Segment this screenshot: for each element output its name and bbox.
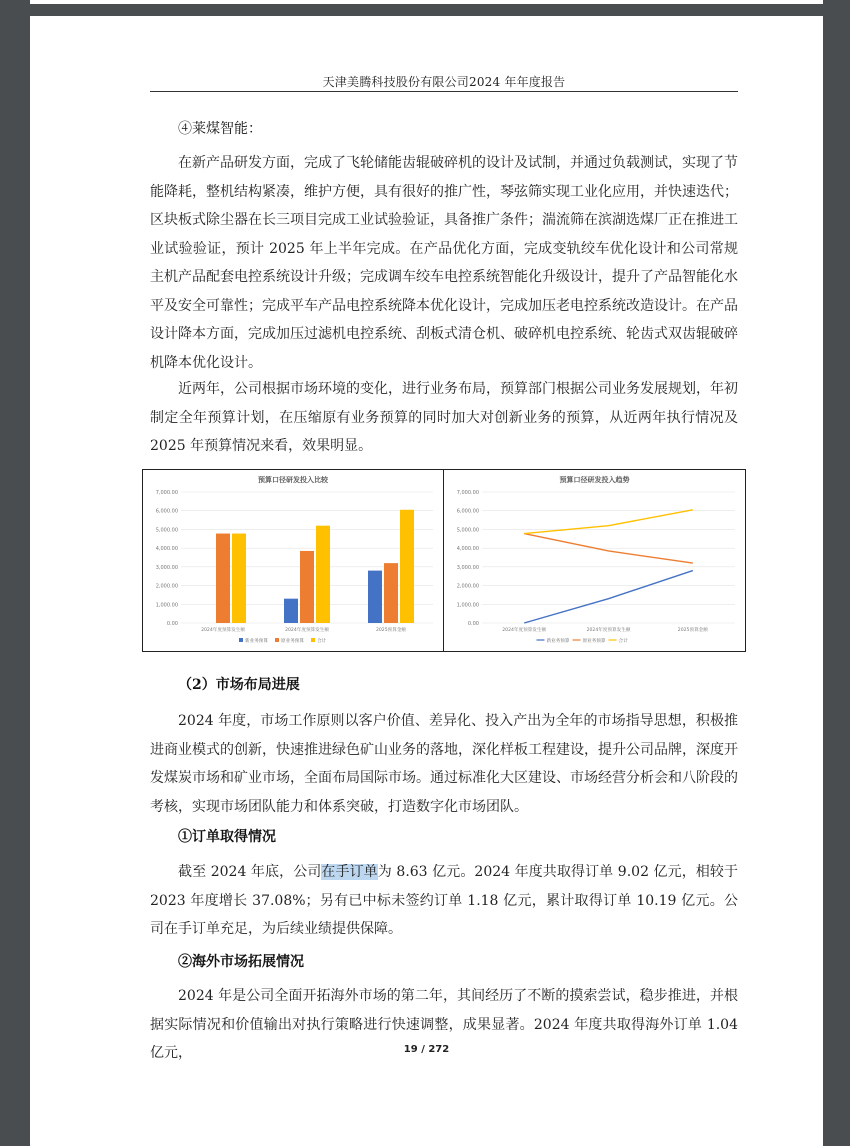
x-tick-label: 2025预算金额 xyxy=(375,628,407,633)
y-tick-label: 5,000.00 xyxy=(155,527,178,534)
legend-label: 原业务预算 xyxy=(582,639,606,644)
x-tick-label: 2024年度预算发生额 xyxy=(502,628,547,633)
leimei-paragraph-2: 近两年，公司根据市场环境的变化，进行业务布局，预算部门根据公司业务发展规划，年初制定全年预算计划，在压缩原有业务预算的同时加大对创新业务的预算，从近两年执行情况及 2025 年预算情况来看，效果明显。 xyxy=(150,381,738,454)
page-number: 19 / 272 xyxy=(403,1044,450,1055)
y-tick-label: 1,000.00 xyxy=(155,602,178,609)
legend-swatch xyxy=(311,638,315,642)
orders-text-end: 为 8.63 亿元。2024 年度共取得订单 9.02 亿元，相较于 2023 年度增长 37.08%；另有已中标未签约订单 1.18 亿元，累计取得订单 10.19 亿元。公司在手订单充足，为后续业绩提供保障。 xyxy=(150,864,739,937)
highlighted-text[interactable]: 在手订单 xyxy=(321,864,378,880)
overseas-paragraph: 2024 年是公司全面开拓海外市场的第二年，其间经历了不断的摸索尝试，稳步推进，并根据实际情况和价值输出对执行策略进行快速调整，成果显著。2024 年度共取得海外订单 1.04 亿元， xyxy=(150,988,738,1061)
chart-title: 预算口径研发投入趋势 xyxy=(559,476,630,484)
legend-swatch xyxy=(239,638,243,642)
series-line xyxy=(524,571,693,623)
bar-chart xyxy=(143,470,443,651)
bar xyxy=(400,510,414,623)
line-chart-box xyxy=(443,469,746,652)
market-heading: （2）市场布局进展 xyxy=(178,677,300,693)
x-tick-label: 2024年度预算发生额 xyxy=(586,628,631,633)
y-tick-label: 4,000.00 xyxy=(155,546,178,553)
legend-label: 新业务预算 xyxy=(546,639,570,644)
header-rule xyxy=(150,91,738,92)
x-tick-label: 2024年度预算发生额 xyxy=(285,628,329,633)
orders-text-start: 截至 2024 年底，公司 xyxy=(178,864,322,880)
x-tick-label: 2025预算金额 xyxy=(677,628,708,633)
bar xyxy=(232,534,246,623)
y-tick-label: 4,000.00 xyxy=(456,546,479,553)
legend-label: 新业务预算 xyxy=(245,639,268,644)
orders-paragraph xyxy=(150,858,738,944)
y-tick-label: 0.00 xyxy=(467,621,479,627)
bar xyxy=(316,526,330,623)
y-tick-label: 5,000.00 xyxy=(456,527,479,534)
overseas-heading: ②海外市场拓展情况 xyxy=(178,954,304,970)
previous-page-edge xyxy=(30,0,823,4)
leimei-heading: ④莱煤智能： xyxy=(178,121,262,137)
y-tick-label: 0.00 xyxy=(166,621,178,627)
y-tick-label: 3,000.00 xyxy=(456,564,479,571)
y-tick-label: 7,000.00 xyxy=(456,490,479,496)
y-tick-label: 1,000.00 xyxy=(456,602,479,609)
y-tick-label: 2,000.00 xyxy=(155,583,178,590)
y-tick-label: 3,000.00 xyxy=(155,564,178,571)
y-tick-label: 6,000.00 xyxy=(155,508,178,515)
legend-swatch xyxy=(275,638,279,642)
bar xyxy=(368,571,382,623)
bar xyxy=(284,599,298,623)
leimei-paragraph-1: 在新产品研发方面，完成了飞轮储能齿辊破碎机的设计及试制，并通过负载测试，实现了节能降耗，整机结构紧凑，维护方便，具有很好的推广性，琴弦筛实现工业化应用，并快速迭代；区块板式除尘器在长三项目完成工业试验验证，具备推广条件；湍流筛在滨湖选煤厂正在推进工业试验验证，预计 2025 年上半年完成。在产品优化方面，完成变轨绞车优化设计和公司常规主机产品配套电控系统设计升级；完成调车绞车电控系统智能化升级设计，提升了产品智能化水平及安全可靠性；完成平车产品电控系统降本优化设计，完成加压老电控系统改造设计。在产品设计降本方面，完成加压过滤机电控系统、刮板式清仓机、破碎机电控系统、轮齿式双齿辊破碎机降本优化设计。 xyxy=(150,155,738,371)
x-tick-label: 2024年度预算发生额 xyxy=(201,628,245,633)
y-tick-label: 7,000.00 xyxy=(155,490,178,496)
chart-title: 预算口径研发投入比较 xyxy=(258,476,328,484)
market-paragraph: 2024 年度，市场工作原则以客户价值、差异化、投入产出为全年的市场指导思想，积极推进商业模式的创新，快速推进绿色矿山业务的落地，深化样板工程建设，提升公司品牌，深度开发煤炭市场和矿业市场，全面布局国际市场。通过标准化大区建设、市场经营分析会和八阶段的考核，实现市场团队能力和体系突破，打造数字化市场团队。 xyxy=(150,713,738,815)
line-chart xyxy=(444,470,745,651)
bar xyxy=(216,534,230,623)
bar-chart-box xyxy=(142,469,444,652)
legend-label: 合计 xyxy=(317,639,327,644)
y-tick-label: 6,000.00 xyxy=(456,508,479,515)
series-line xyxy=(524,510,693,534)
bar xyxy=(384,563,398,623)
document-page xyxy=(30,16,823,1146)
legend-label: 原业务预算 xyxy=(281,639,304,644)
orders-heading: ①订单取得情况 xyxy=(178,829,276,845)
bar xyxy=(300,551,314,623)
y-tick-label: 2,000.00 xyxy=(456,583,479,590)
legend-label: 合计 xyxy=(618,639,628,644)
page-header: 天津美腾科技股份有限公司2024 年年度报告 xyxy=(322,75,566,89)
